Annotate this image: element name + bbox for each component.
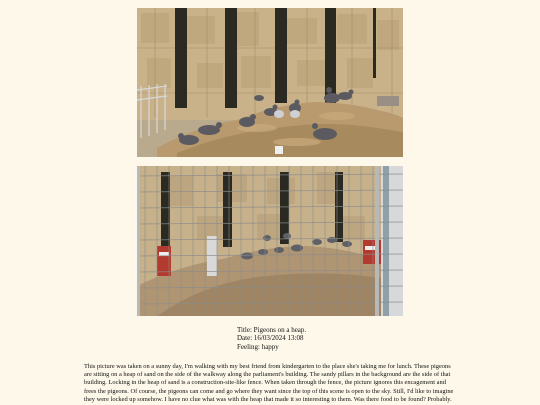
photo-caption <box>237 326 306 351</box>
pigeons-photo-2 <box>137 166 403 316</box>
photo-feeling: Feeling: happy <box>237 342 279 351</box>
photo-title: Title: Pigeons on a heap. <box>237 326 307 334</box>
photo-description: This picture was taken on a sunny day, I'm walking with my best friend from kindergarten to the place she's taking me for lunch. These pigeons are sitting on a heap of sand on the side of the walkway along the parliament's building. The sandy pillars in the background are the side of that building. Locking in the heap of sand is a construction-site-like fence. When taken through the fence, the picture ignores this encagement and frees the pigeons. Of course, the pigeons can come and go where they want since the top of this scene is open to the sky. Still, I'd like to imagine they were locked up somehow. I have no clue what was with the heap that made it so interesting to them. Was there food to be found? Probably. <box>84 363 454 403</box>
photo-date: Date: 16/03/2024 13:08 <box>237 334 304 343</box>
pigeons-photo-1 <box>137 8 403 157</box>
